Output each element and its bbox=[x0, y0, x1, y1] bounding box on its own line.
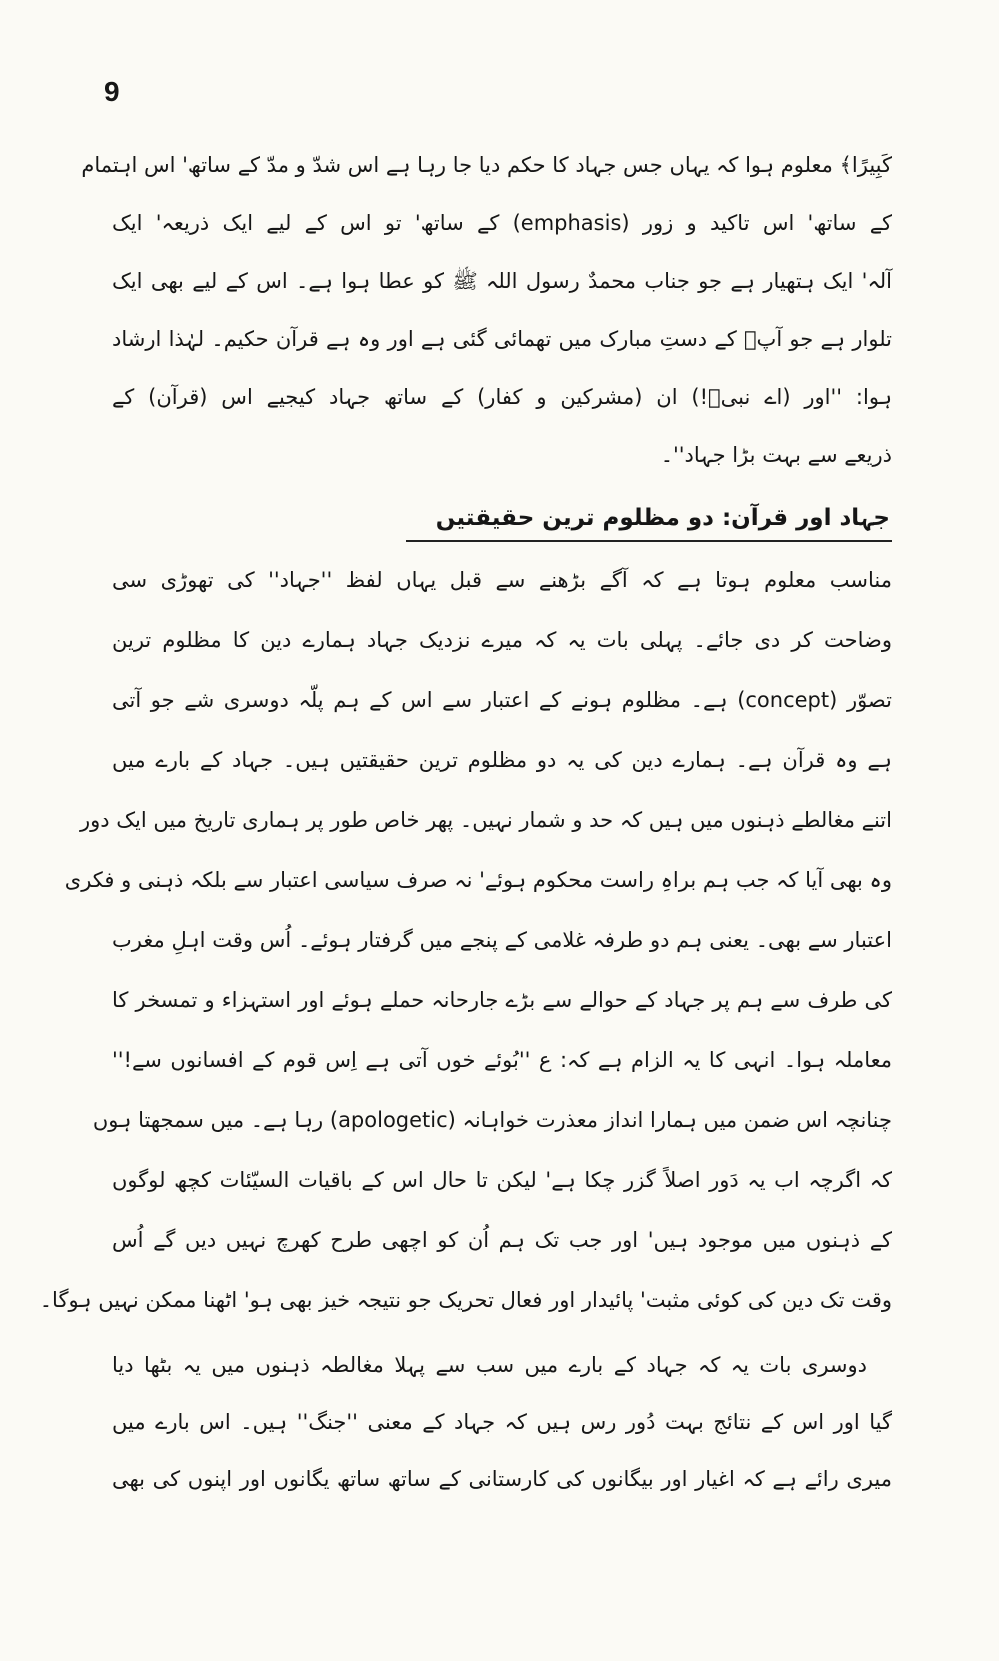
text-line: تصوّر (concept) ہے۔ مظلوم ہونے کے اعتبار سے اس کے ہم پلّہ دوسری شے جو آتی bbox=[112, 688, 892, 712]
text-line: میری رائے ہے کہ اغیار اور بیگانوں کی کارستانی کے ساتھ ساتھ یگانوں اور اپنوں کی بھی bbox=[112, 1467, 892, 1491]
text-line: ہوا: ''اور (اے نبیؐ!) ان (مشرکین و کفار) کے ساتھ جہاد کیجیے اس (قرآن) کے bbox=[112, 385, 892, 409]
text-line: کی طرف سے ہم پر جہاد کے حوالے سے بڑے جارحانہ حملے ہوئے اور استہزاء و تمسخر کا bbox=[112, 988, 892, 1012]
text-line: ذریعے سے بہت بڑا جہاد''۔ bbox=[660, 443, 892, 467]
text-line: اتنے مغالطے ذہنوں میں ہیں کہ حد و شمار نہیں۔ پھر خاص طور پر ہماری تاریخ میں ایک دور bbox=[79, 808, 892, 832]
text-line: کہ اگرچہ اب یہ دَور اصلاً گزر چکا ہے' لیکن تا حال اس کے باقیات السیّئات کچھ لوگوں bbox=[112, 1168, 892, 1192]
text-line: مناسب معلوم ہوتا ہے کہ آگے بڑھنے سے قبل یہاں لفظ ''جہاد'' کی تھوڑی سی bbox=[112, 568, 892, 592]
text-line: كَبِيرًا﴾ معلوم ہوا کہ یہاں جس جہاد کا حکم دیا جا رہا ہے اس شدّ و مدّ کے ساتھ' اس اہتمام bbox=[81, 153, 892, 177]
text-line: چنانچہ اس ضمن میں ہمارا انداز معذرت خواہانہ (apologetic) رہا ہے۔ میں سمجھتا ہوں bbox=[92, 1108, 892, 1132]
text-line: وضاحت کر دی جائے۔ پہلی بات یہ کہ میرے نزدیک جہاد ہمارے دین کا مظلوم ترین bbox=[112, 628, 892, 652]
text-line: گیا اور اس کے نتائج بہت دُور رس ہیں کہ جہاد کے معنی ''جنگ'' ہیں۔ اس بارے میں bbox=[112, 1410, 892, 1434]
text-line: کے ساتھ' اس تاکید و زور (emphasis) کے ساتھ' تو اس کے لیے ایک ذریعہ' ایک bbox=[112, 211, 893, 235]
section-heading: جہاد اور قرآن: دو مظلوم ترین حقیقتیں bbox=[406, 500, 892, 542]
text-line: وقت تک دین کی کوئی مثبت' پائیدار اور فعال تحریک جو نتیجہ خیز بھی ہو' اٹھنا ممکن نہیں ہوگا۔ bbox=[39, 1288, 892, 1312]
page-number: 9 bbox=[104, 76, 120, 107]
text-line: وہ بھی آیا کہ جب ہم براہِ راست محکوم ہوئے' نہ صرف سیاسی اعتبار سے بلکہ ذہنی و فکری bbox=[64, 868, 892, 892]
text-line: اعتبار سے بھی۔ یعنی ہم دو طرفہ غلامی کے پنجے میں گرفتار ہوئے۔ اُس وقت اہلِ مغرب bbox=[112, 928, 892, 952]
text-line: ہے وہ قرآن ہے۔ ہمارے دین کی یہ دو مظلوم ترین حقیقتیں ہیں۔ جہاد کے بارے میں bbox=[112, 748, 892, 772]
text-line: دوسری بات یہ کہ جہاد کے بارے میں سب سے پہلا مغالطہ ذہنوں میں یہ بٹھا دیا bbox=[112, 1353, 867, 1377]
text-line: کے ذہنوں میں موجود ہیں' اور جب تک ہم اُن کو اچھی طرح کھرچ نہیں دیں گے اُس bbox=[112, 1228, 892, 1252]
text-line: آلہ' ایک ہتھیار ہے جو جناب محمدٌ رسول اللہ ﷺ کو عطا ہوا ہے۔ اس کے لیے بھی ایک bbox=[112, 269, 892, 293]
text-line: معاملہ ہوا۔ انہی کا یہ الزام ہے کہ: ع ''بُوئے خوں آتی ہے اِس قوم کے افسانوں سے!'' bbox=[112, 1048, 892, 1072]
text-line: تلوار ہے جو آپؐ کے دستِ مبارک میں تھمائی گئی ہے اور وہ ہے قرآن حکیم۔ لہٰذا ارشاد bbox=[112, 327, 892, 351]
